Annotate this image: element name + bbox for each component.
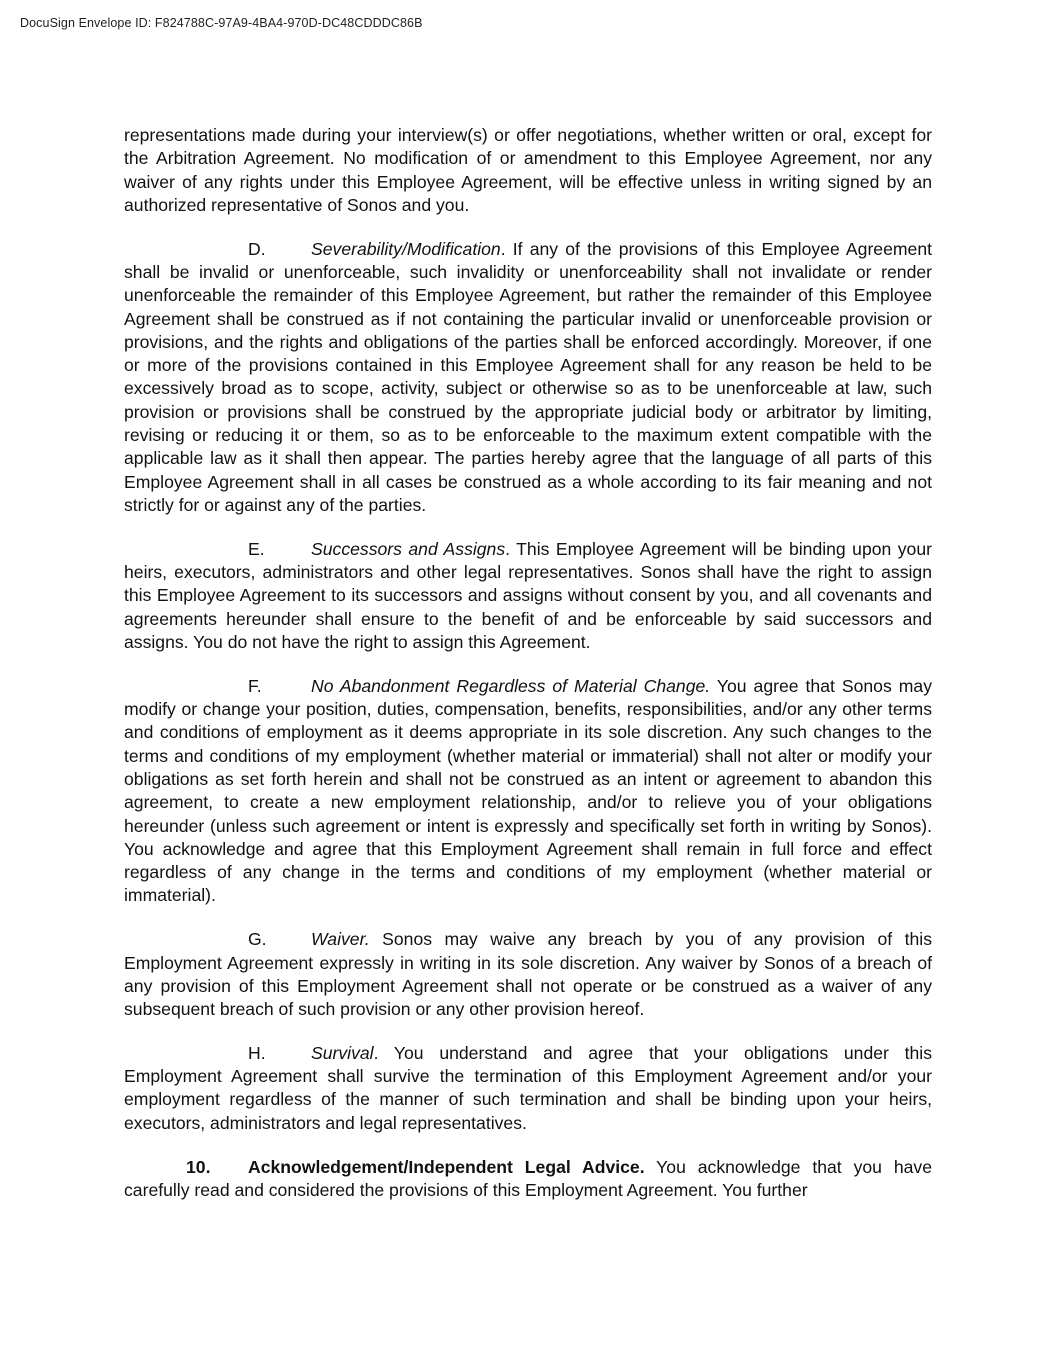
section-10-text: You acknowledge that you have carefully read and considered the provisions of this Employment Agreement. You further (124, 1156, 932, 1200)
paragraph-e-label: E. (248, 538, 265, 559)
paragraph-g-waiver (124, 928, 932, 1021)
paragraph-f-no-abandonment (124, 675, 932, 908)
paragraph-intro (124, 124, 932, 217)
paragraph-d-label: D. (248, 238, 266, 259)
paragraph-g-title: Waiver. (311, 929, 370, 950)
docusign-envelope-id: DocuSign Envelope ID: F824788C-97A9-4BA4-970D-DC48CDDDC86B (20, 16, 423, 30)
section-10-number: 10. (186, 1156, 211, 1177)
section-10-acknowledgement (124, 1156, 932, 1203)
paragraph-g-text: Sonos may waive any breach by you of any provision of this Employment Agreement expressly in writing in its sole discretion. Any waiver by Sonos of a breach of any provision of this Employment Agreement shall not operate or be construed as a waiver of any subsequent breach of such provision or any other provision hereof. (124, 929, 932, 1020)
paragraph-f-title: No Abandonment Regardless of Material Change. (311, 675, 711, 696)
paragraph-h-text: . You understand and agree that your obligations under this Employment Agreement shall survive the termination of this Employment Agreement and/or your employment regardless of the manner of such termination and shall be binding upon your heirs, executors, administrators and legal representatives. (124, 1042, 932, 1133)
paragraph-h-title: Survival (311, 1042, 374, 1063)
paragraph-d-title: Severability/Modification (311, 238, 501, 259)
paragraph-d-text: . If any of the provisions of this Employee Agreement shall be invalid or unenforceable, such invalidity or unenforceability shall not invalidate or render unenforceable the remainder of this Employee Agreement, but rather the remainder of this Employee Agreement shall be construed as if not containing the particular invalid or unenforceable provision or provisions, and the rights and obligations of the parties shall be enforced accordingly. Moreover, if one or more of the provisions contained in this Employee Agreement shall for any reason be held to be excessively broad as to scope, activity, subject or otherwise so as to be unenforceable at law, such provision or provisions shall be construed by the appropriate judicial body or arbitrator by limiting, revising or reducing it or them, so as to be enforceable to the maximum extent compatible with the applicable law as it shall then appear. The parties hereby agree that the language of all parts of this Employee Agreement shall in all cases be construed as a whole according to its fair meaning and not strictly for or against any of the parties. (124, 238, 932, 515)
paragraph-g-label: G. (248, 929, 267, 950)
document-body (124, 124, 932, 1223)
paragraph-intro-text: representations made during your interview(s) or offer negotiations, whether written or oral, except for the Arbitration Agreement. No modification of or amendment to this Employee Agreement, nor any waiver of any rights under this Employee Agreement, will be effective unless in writing signed by an authorized representative of Sonos and you. (124, 125, 932, 215)
paragraph-h-survival (124, 1042, 932, 1135)
paragraph-f-text: You agree that Sonos may modify or change your position, duties, compensation, benefits, responsibilities, and/or any other terms and conditions of employment as it deems appropriate in its sole discretion. Any such changes to the terms and conditions of my employment (whether material or immaterial) shall not alter or modify your obligations as set forth herein and shall not be construed as an intent or agreement to abandon this agreement, to create a new employment relationship, and/or to relieve you of your obligations hereunder (unless such agreement or intent is expressly and specifically set forth in writing by Sonos). You acknowledge and agree that this Employment Agreement shall remain in full force and effect regardless of any change in the terms and conditions of my employment (whether material or immaterial). (124, 675, 932, 906)
paragraph-h-label: H. (248, 1042, 266, 1063)
paragraph-f-label: F. (248, 675, 262, 696)
paragraph-e-title: Successors and Assigns (311, 538, 506, 559)
paragraph-d-severability (124, 238, 932, 518)
paragraph-e-successors (124, 538, 932, 654)
section-10-title: Acknowledgement/Independent Legal Advice. (248, 1156, 645, 1177)
paragraph-e-text: . This Employee Agreement will be binding upon your heirs, executors, administrators and other legal representatives. Sonos shall have the right to assign this Employee Agreement to its successors and assigns without consent by you, and all covenants and agreements hereunder shall ensure to the benefit of and be enforceable by said successors and assigns. You do not have the right to assign this Agreement. (124, 538, 932, 652)
